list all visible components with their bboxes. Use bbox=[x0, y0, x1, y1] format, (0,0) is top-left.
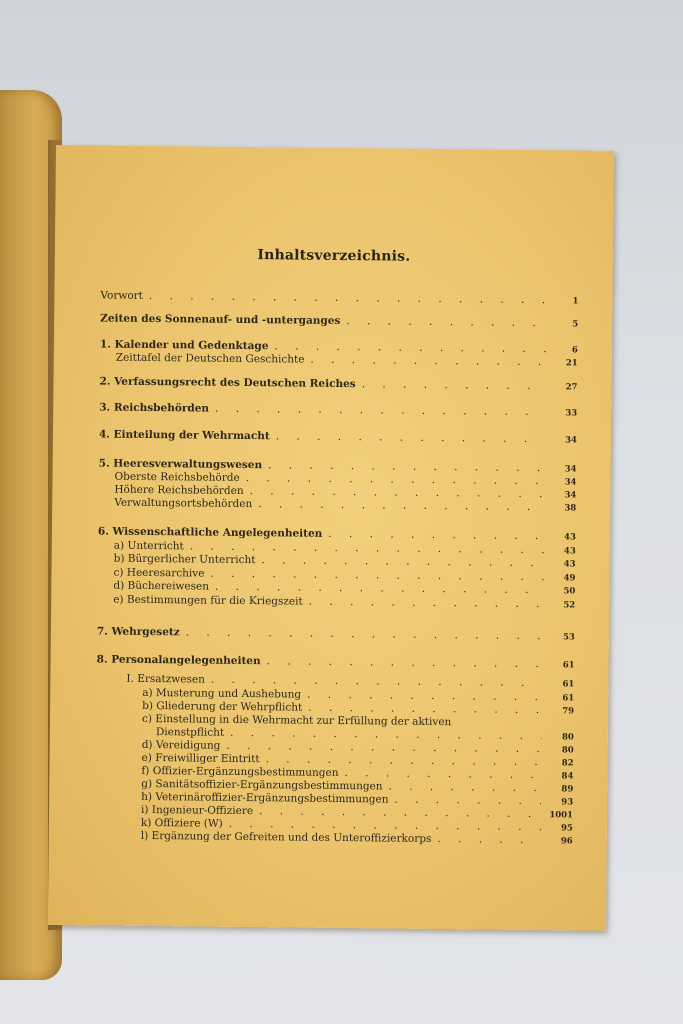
toc-entry: k) Offiziere (W) . . . 95 bbox=[95, 816, 573, 835]
toc-entry: 8. Personalangelegenheiten . . . 61 bbox=[97, 653, 575, 672]
toc-entry: Zeittafel der Deutschen Geschichte . . . 21 bbox=[100, 351, 578, 370]
toc-entry: b) Gliederung der Wehrpflicht . . . 79 bbox=[96, 699, 574, 718]
toc-entry: I. Ersatzwesen . . . 61 bbox=[96, 672, 574, 691]
toc-entry: Dienstpflicht . . . 80 bbox=[96, 725, 574, 744]
toc-entry: l) Ergänzung der Gefreiten und des Unteroffizierkorps . . . 96 bbox=[95, 829, 573, 848]
toc-entry: a) Unterricht . . . 43 bbox=[98, 539, 576, 558]
toc-entry: e) Bestimmungen für die Kriegszeit . . . 52 bbox=[97, 593, 575, 612]
toc-entry: h) Veterinäroffizier-Ergänzungsbestimmungen . . . 93 bbox=[95, 790, 573, 809]
toc-entry: 1. Kalender und Gedenktage . . . 6 bbox=[100, 338, 578, 357]
toc-entry: a) Musterung und Aushebung . . . 61 bbox=[96, 686, 574, 705]
toc-entry: b) Bürgerlicher Unterricht . . . 43 bbox=[98, 552, 576, 571]
toc-entry: Höhere Reichsbehörden . . . 34 bbox=[98, 483, 576, 502]
toc-entry: d) Vereidigung . . . 80 bbox=[96, 738, 574, 757]
toc-entry: g) Sanitätsoffizier-Ergänzungsbestimmungen . . . 89 bbox=[95, 777, 573, 796]
toc-entry: 2. Verfassungsrecht des Deutschen Reiches . . . 27 bbox=[99, 375, 577, 394]
book-page bbox=[48, 145, 614, 931]
toc-entry: f) Offizier-Ergänzungsbestimmungen . . . 84 bbox=[95, 764, 573, 783]
toc-entry: d) Büchereiwesen . . . 50 bbox=[97, 579, 575, 598]
toc-entry: Zeiten des Sonnenauf- und -unterganges . . . 5 bbox=[100, 312, 578, 331]
toc-entry: 3. Reichsbehörden . . . 33 bbox=[99, 401, 577, 420]
toc-entry: Vorwort . . . 1 bbox=[100, 289, 578, 308]
toc-entry: Verwaltungsortsbehörden . . . 38 bbox=[98, 496, 576, 515]
toc-entry: c) Heeresarchive . . . 49 bbox=[97, 566, 575, 585]
toc-entry: Oberste Reichsbehörde . . . 34 bbox=[98, 470, 576, 489]
toc-entry: 4. Einteilung der Wehrmacht . . . 34 bbox=[99, 428, 577, 447]
toc-entry: 7. Wehrgesetz . . . 53 bbox=[97, 625, 575, 644]
toc-entry: 6. Wissenschaftliche Angelegenheiten . . . 43 bbox=[98, 525, 576, 544]
toc-entry: i) Ingenieur-Offiziere . . . 1001 bbox=[95, 803, 573, 822]
table-of-contents bbox=[96, 285, 579, 847]
toc-entry: 5. Heeresverwaltungswesen . . . 34 bbox=[99, 457, 577, 476]
toc-entry: e) Freiwilliger Eintritt . . . 82 bbox=[96, 751, 574, 770]
toc-entry: c) Einstellung in die Wehrmacht zur Erfüllung der aktiven bbox=[141, 712, 452, 729]
page-title: Inhaltsverzeichnis. bbox=[257, 247, 411, 265]
